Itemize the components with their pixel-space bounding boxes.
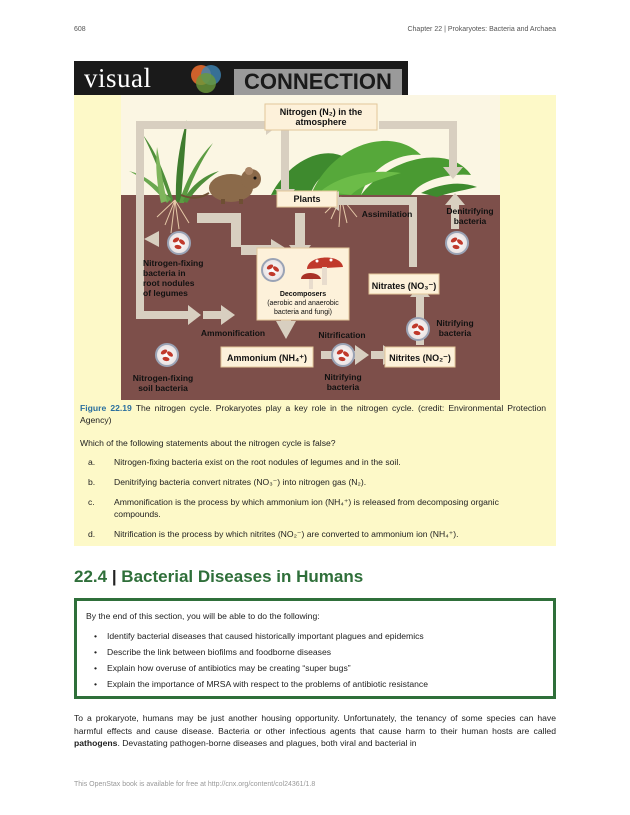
section-title — [74, 567, 363, 587]
label-decomposers-3: bacteria and fungi) — [274, 309, 332, 316]
answer-list — [80, 456, 546, 548]
body-text-before: To a prokaryote, humans may be just another housing opportunity. Unfortunately, the tenancy of some species can have harmful effects and cause disease. Bacteria or other infectious agents that cause harm to their human hosts are called — [74, 713, 556, 736]
question-text: Which of the following statements about the nitrogen cycle is false? — [80, 438, 336, 448]
label-nitrification: Nitrification — [318, 330, 366, 340]
denitrifying-marker — [446, 232, 468, 254]
answer-letter: a. — [88, 457, 96, 467]
section-number: 22.4 — [74, 567, 108, 586]
label-denitrifying-1: Denitrifying — [446, 206, 494, 216]
label-nitrifying-top-1: Nitrifying — [436, 318, 474, 328]
learning-objectives-box — [74, 598, 556, 699]
nitrifying-bottom-marker — [332, 344, 354, 366]
objective-item: • Explain the importance of MRSA with respect to the problems of antibiotic resistance — [77, 676, 428, 692]
label-nitrifying-top-2: bacteria — [438, 328, 472, 338]
label-fixing-root-4: of legumes — [143, 288, 188, 298]
figure-caption — [80, 402, 546, 426]
label-nitrates: Nitrates (NO₃⁻) — [371, 281, 437, 291]
label-fixing-soil-1: Nitrogen-fixing — [132, 373, 194, 383]
visual-connection-banner — [74, 61, 408, 95]
label-fixing-root-3: root nodules — [143, 278, 195, 288]
answer-option — [80, 456, 546, 468]
label-fixing-root-1: Nitrogen-fixing — [143, 258, 204, 268]
section-title-text: Bacterial Diseases in Humans — [121, 567, 364, 586]
answer-option — [80, 476, 546, 488]
label-atmosphere-1: Nitrogen (N₂) in the — [279, 107, 363, 117]
label-decomposers-1: Decomposers — [279, 291, 327, 298]
soil-bacteria-marker — [156, 344, 178, 366]
label-atmosphere-2: atmosphere — [295, 117, 347, 127]
label-denitrifying-2: bacteria — [453, 216, 487, 226]
body-paragraph — [74, 712, 556, 750]
answer-option — [80, 496, 546, 520]
label-fixing-root-2: bacteria in — [143, 268, 186, 278]
answer-letter: b. — [88, 477, 96, 487]
answer-letter: d. — [88, 529, 96, 539]
objective-item: • Describe the link between biofilms and foodborne diseases — [77, 644, 428, 660]
answer-option — [80, 528, 546, 540]
label-assimilation: Assimilation — [361, 209, 413, 219]
page-number: 608 — [74, 26, 86, 33]
nitrifying-top-marker — [407, 318, 429, 340]
label-decomposers-2: (aerobic and anaerobic — [267, 300, 339, 307]
label-ammonium: Ammonium (NH₄⁺) — [226, 353, 308, 363]
objective-item: • Identify bacterial diseases that caused historically important plagues and epidemics — [77, 628, 428, 644]
answer-text: Ammonification is the process by which ammonium ion (NH₄⁺) is released from decomposing organic compounds. — [114, 497, 499, 519]
label-nitrifying-bottom-2: bacteria — [326, 382, 360, 392]
objectives-intro: By the end of this section, you will be able to do the following: — [86, 611, 320, 621]
footer-note: This OpenStax book is available for free at http://cnx.org/content/col24361/1.8 — [74, 781, 316, 788]
label-fixing-soil-2: soil bacteria — [138, 383, 188, 393]
objectives-list — [77, 628, 428, 692]
figure-label: Figure 22.19 — [80, 403, 132, 413]
figure-caption-text: The nitrogen cycle. Prokaryotes play a key role in the nitrogen cycle. (credit: Environmental Protection Agency) — [80, 403, 546, 425]
banner-word: visual — [84, 63, 152, 93]
answer-text: Nitrification is the process by which nitrites (NO₂⁻) are converted to ammonium ion (NH₄⁺). — [114, 529, 459, 539]
section-separator: | — [107, 567, 122, 586]
nitrogen-cycle-figure — [121, 95, 500, 400]
objective-item: • Explain how overuse of antibiotics may be creating “super bugs” — [77, 660, 428, 676]
nodule-bacteria-marker — [168, 232, 190, 254]
term-pathogens: pathogens — [74, 738, 118, 748]
decomposer-bacteria-marker — [262, 259, 284, 281]
body-text-after: . Devastating pathogen-borne diseases and plagues, both viral and bacterial in — [117, 738, 417, 748]
venn-logo-icon — [188, 61, 224, 95]
answer-letter: c. — [88, 497, 95, 507]
label-ammonification: Ammonification — [200, 328, 266, 338]
banner-caption: CONNECTION — [234, 69, 402, 95]
label-nitrifying-bottom-1: Nitrifying — [324, 372, 362, 382]
answer-text: Denitrifying bacteria convert nitrates (NO₃⁻) into nitrogen gas (N₂). — [114, 477, 367, 487]
answer-text: Nitrogen-fixing bacteria exist on the root nodules of legumes and in the soil. — [114, 457, 401, 467]
label-plants: Plants — [293, 194, 321, 204]
label-nitrites: Nitrites (NO₂⁻) — [389, 353, 451, 363]
chapter-header: Chapter 22 | Prokaryotes: Bacteria and Archaea — [407, 26, 556, 33]
